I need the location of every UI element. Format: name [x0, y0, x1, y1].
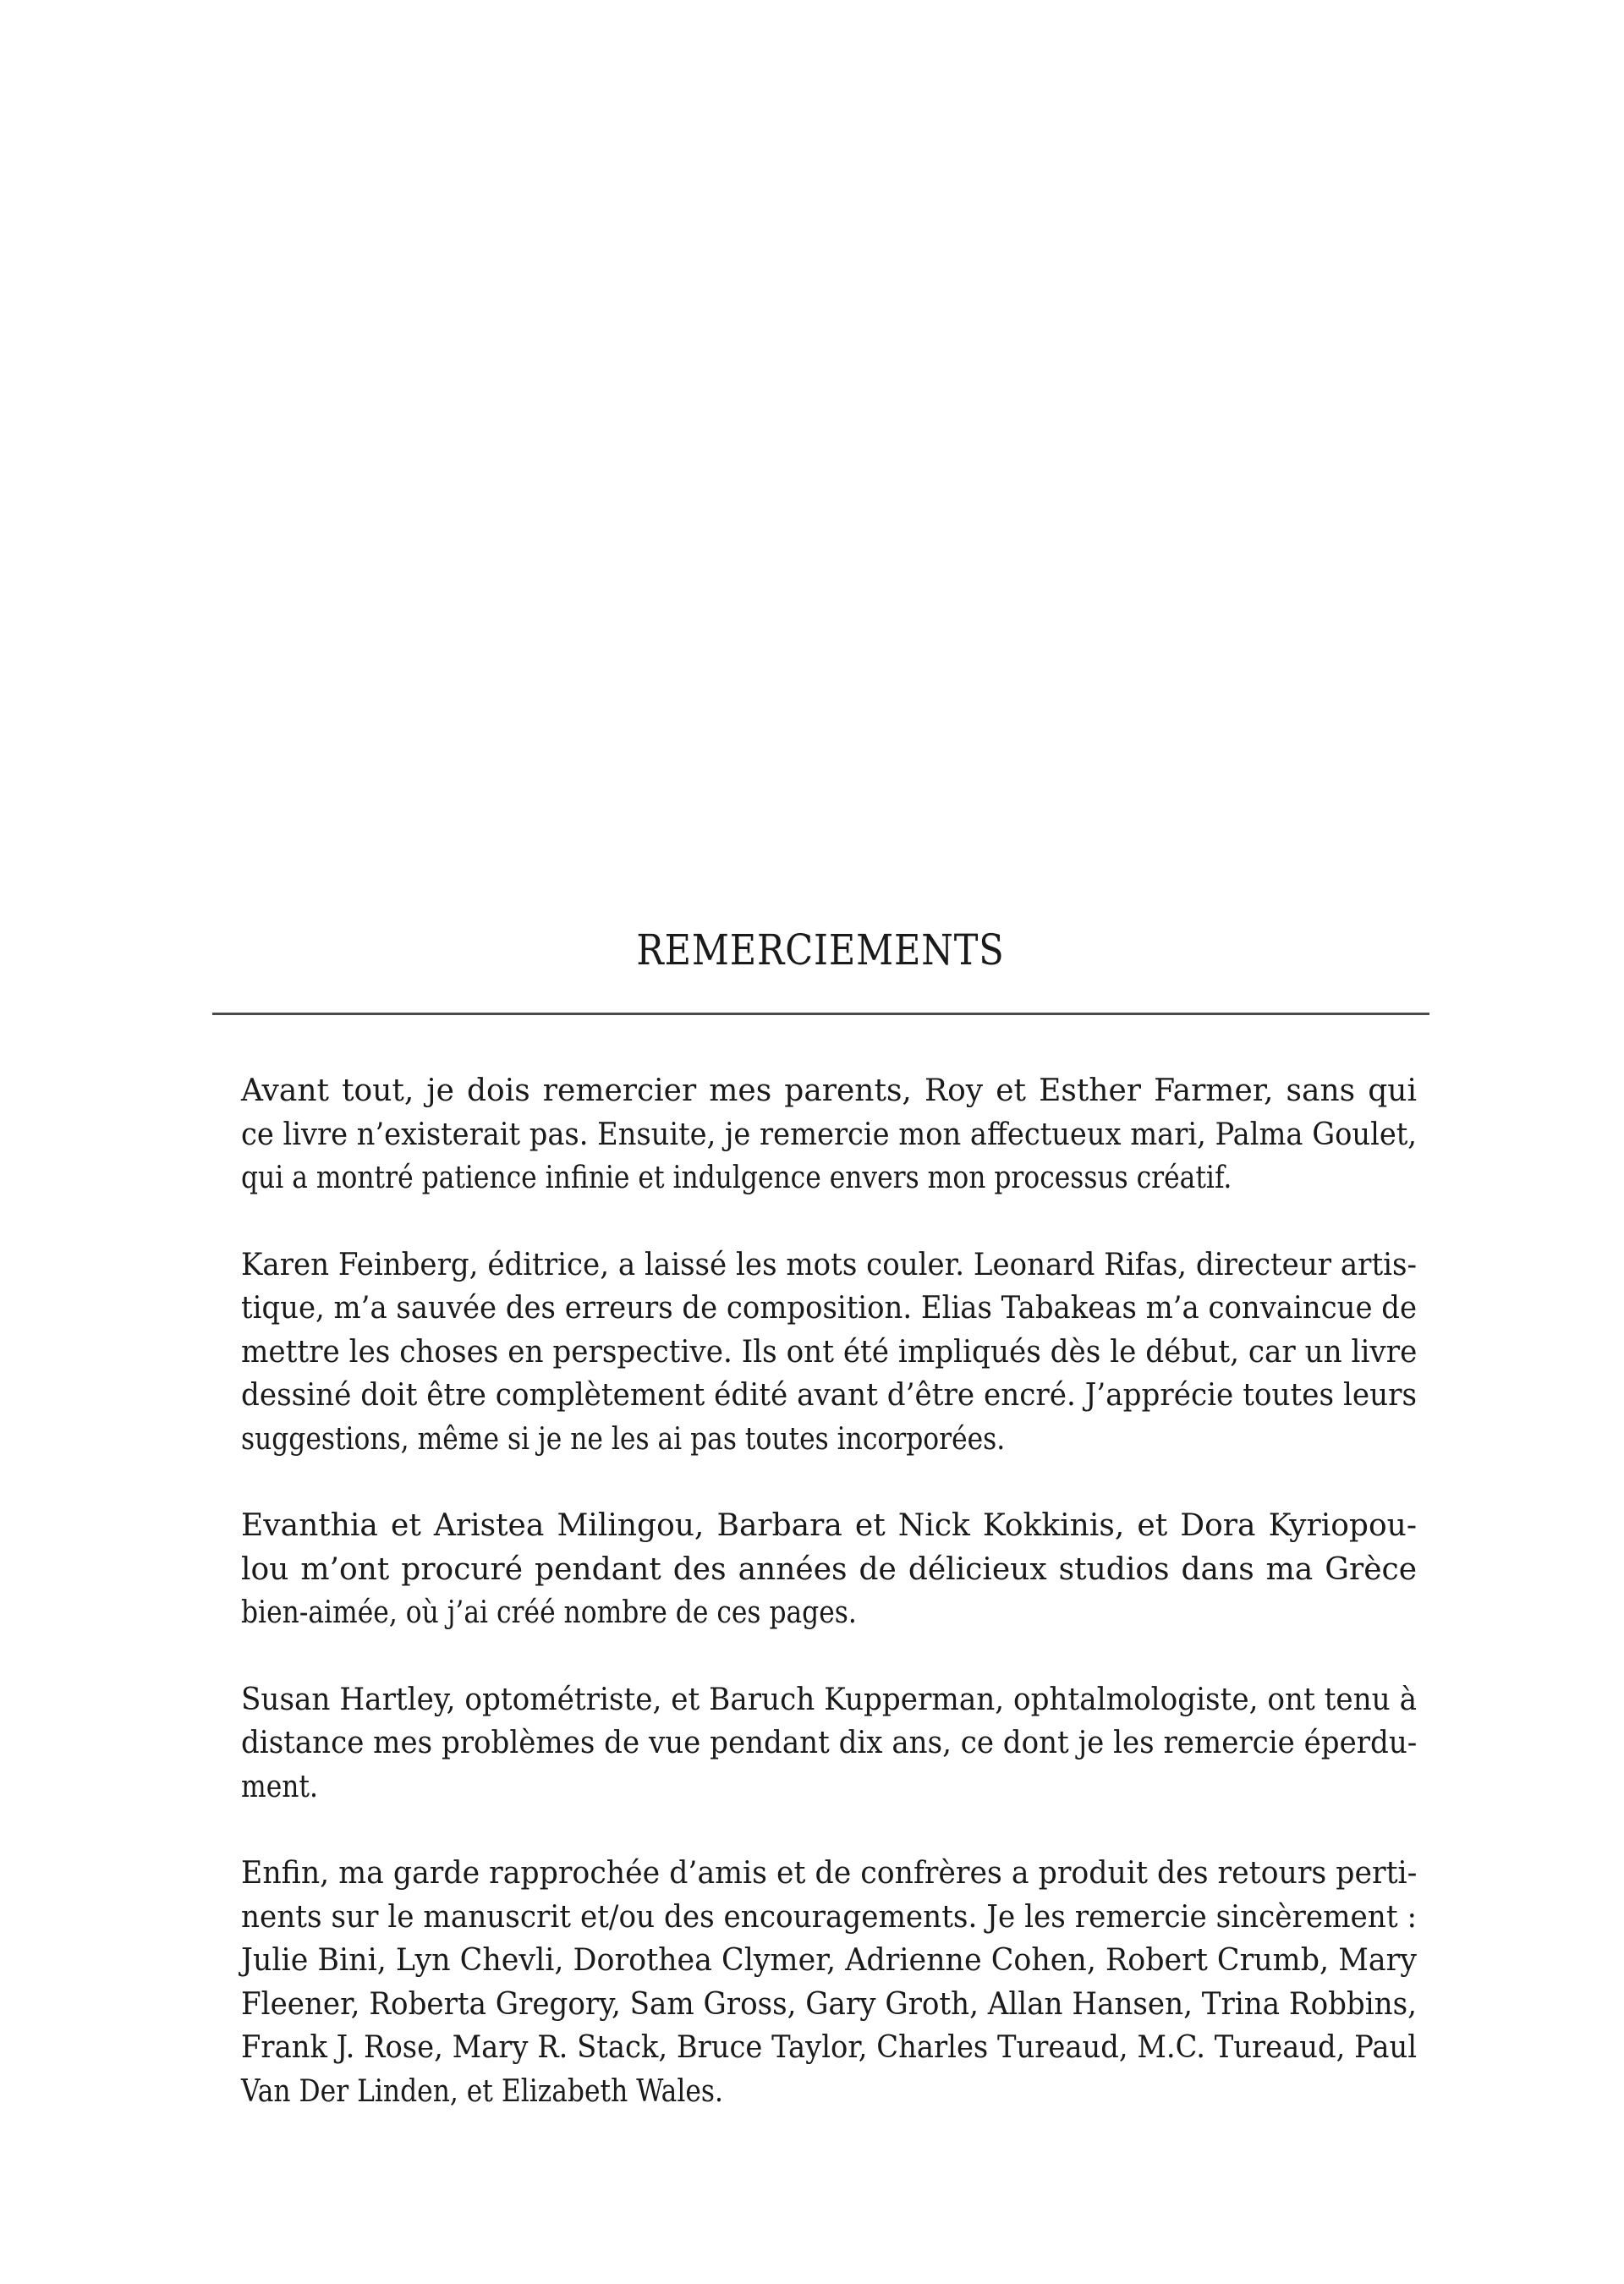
text-line: Enfin, ma garde rapprochée d’amis et de confrères a produit des retours perti-	[241, 1856, 1418, 1891]
text-line: nents sur le manuscrit et/ou des encouragements. Je les remercie sincèrement :	[241, 1899, 1417, 1935]
title-divider	[212, 1013, 1429, 1015]
text-line: qui a montré patience infinie et indulgence envers mon processus créatif.	[241, 1161, 1232, 1195]
text-line: Avant tout, je dois remercier mes parents, Roy et Esther Farmer, sans qui	[241, 1073, 1417, 1108]
text-line: suggestions, même si je ne les ai pas toutes incorporées.	[241, 1421, 1006, 1457]
paragraph-parents	[241, 1069, 1417, 1200]
text-line: Fleener, Roberta Gregory, Sam Gross, Gary Groth, Allan Hansen, Trina Robbins,	[241, 1986, 1417, 2022]
text-line: lou m’ont procuré pendant des années de délicieux studios dans ma Grèce	[241, 1551, 1417, 1587]
text-line: distance mes problèmes de vue pendant dix ans, ce dont je les remercie éperdu-	[241, 1726, 1418, 1760]
text-line: Julie Bini, Lyn Chevli, Dorothea Clymer, Adrienne Cohen, Robert Crumb, Mary	[241, 1943, 1417, 1978]
text-line: Van Der Linden, et Elizabeth Wales.	[241, 2073, 723, 2109]
text-line: Karen Feinberg, éditrice, a laissé les mots couler. Leonard Rifas, directeur artis-	[241, 1247, 1417, 1282]
text-line: Frank J. Rose, Mary R. Stack, Bruce Taylor, Charles Tureaud, M.C. Tureaud, Paul	[241, 2030, 1417, 2065]
text-line: ce livre n’existerait pas. Ensuite, je remercie mon affectueux mari, Palma Goulet,	[241, 1117, 1418, 1152]
text-line: mettre les choses en perspective. Ils ont été impliqués dès le début, car un livre	[241, 1334, 1418, 1370]
text-line: Evanthia et Aristea Milingou, Barbara et Nick Kokkinis, et Dora Kyriopou-	[241, 1508, 1417, 1543]
text-line: Susan Hartley, optométriste, et Baruch Kupperman, ophtalmologiste, ont tenu à	[241, 1682, 1417, 1717]
text-line: bien-aimée, où j’ai créé nombre de ces pages.	[241, 1595, 857, 1630]
text-line: dessiné doit être complètement édité avant d’être encré. J’apprécie toutes leurs	[241, 1378, 1417, 1413]
text-line: ment.	[241, 1769, 318, 1804]
paragraph-editors	[241, 1244, 1417, 1462]
page-title: REMERCIEMENTS	[636, 925, 1005, 975]
acknowledgements-body	[241, 1069, 1417, 2156]
text-line: tique, m’a sauvée des erreurs de composition. Elias Tabakeas m’a convaincue de	[241, 1291, 1418, 1326]
paragraph-greece	[241, 1504, 1417, 1635]
paragraph-friends	[241, 1852, 1417, 2113]
paragraph-eye-doctors	[241, 1678, 1417, 1809]
